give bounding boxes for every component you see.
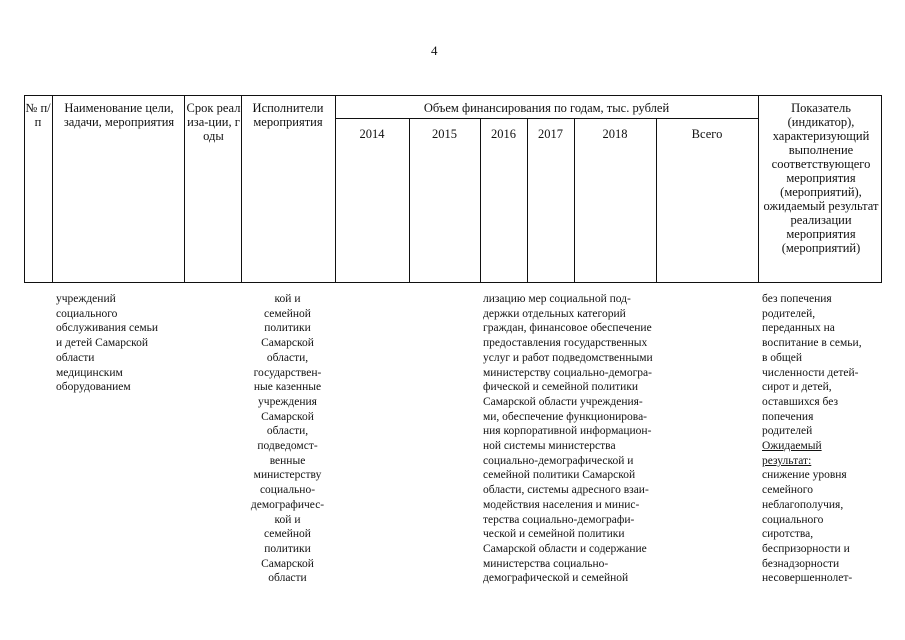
divider [574,118,575,283]
divider [656,118,657,283]
page-number: 4 [431,43,438,58]
divider [52,95,53,283]
year-2017: 2017 [538,127,563,141]
year-2016: 2016 [491,127,516,141]
activity-name: учреждений социального обслуживания семьи и детей Самарской области медицинским оборудованием [56,293,159,394]
indicator: без попечения родителей, переданных на воспитание в семьи, в общей численности детей- сирот и детей, оставшихся без попечения родителей Ожидаемый результат: снижение уровня семейного неблагополучия, социального сиротства, беспризорности и безнадзорности несовершеннолет- [762,292,884,586]
header-indicator: Показатель (индикатор), характеризующий выполнение соответствующего мероприятия (мероприятий), ожидаемый результат реализации мероприятия (мероприятий) [763,101,879,255]
year-2014: 2014 [359,127,385,141]
divider [480,118,481,283]
header-name: Наименование цели, задачи, мероприятия [63,101,175,129]
executors: кой и семейной политики Самарской области, государствен- ные казенные учреждения Самарской области, подведомст- венные министерству социально- демографичес- кой и семейной политики Самарской области [250,293,325,585]
year-total: Всего [691,127,723,141]
divider [335,118,758,119]
header-period: Срок реализа-ции, годы [186,101,241,143]
expected-result-label: Ожидаемый [762,440,822,453]
header-funding: Объем финансирования по годам, тыс. рублей [423,101,670,115]
divider [184,95,185,283]
expected-result-label: результат: [762,454,812,467]
divider [409,118,410,283]
funding-note: лизацию мер социальной под- держки отдельных категорий граждан, финансовое обеспечение предоставления государственных услуг и работ подведомственными министерству социально-демогра- фической и семейной политики Самарской области учреждения- ми, обеспечение функционирова- ния корпоративной информацион- ной системы министерства социально-демографической и семейной политики Самарской области, системы адресного взаи- модействия населения и минис- терства социально-демографи- ческой и семейной политики Самарской области и содержание министерства социально- демографической и семейной [483,293,653,585]
year-2015: 2015 [432,127,457,141]
header-num: № п/п [25,101,51,129]
divider [527,118,528,283]
divider [758,95,759,283]
divider [335,95,336,283]
header-executors: Исполнители мероприятия [252,101,324,129]
divider [241,95,242,283]
year-2018: 2018 [602,127,628,141]
